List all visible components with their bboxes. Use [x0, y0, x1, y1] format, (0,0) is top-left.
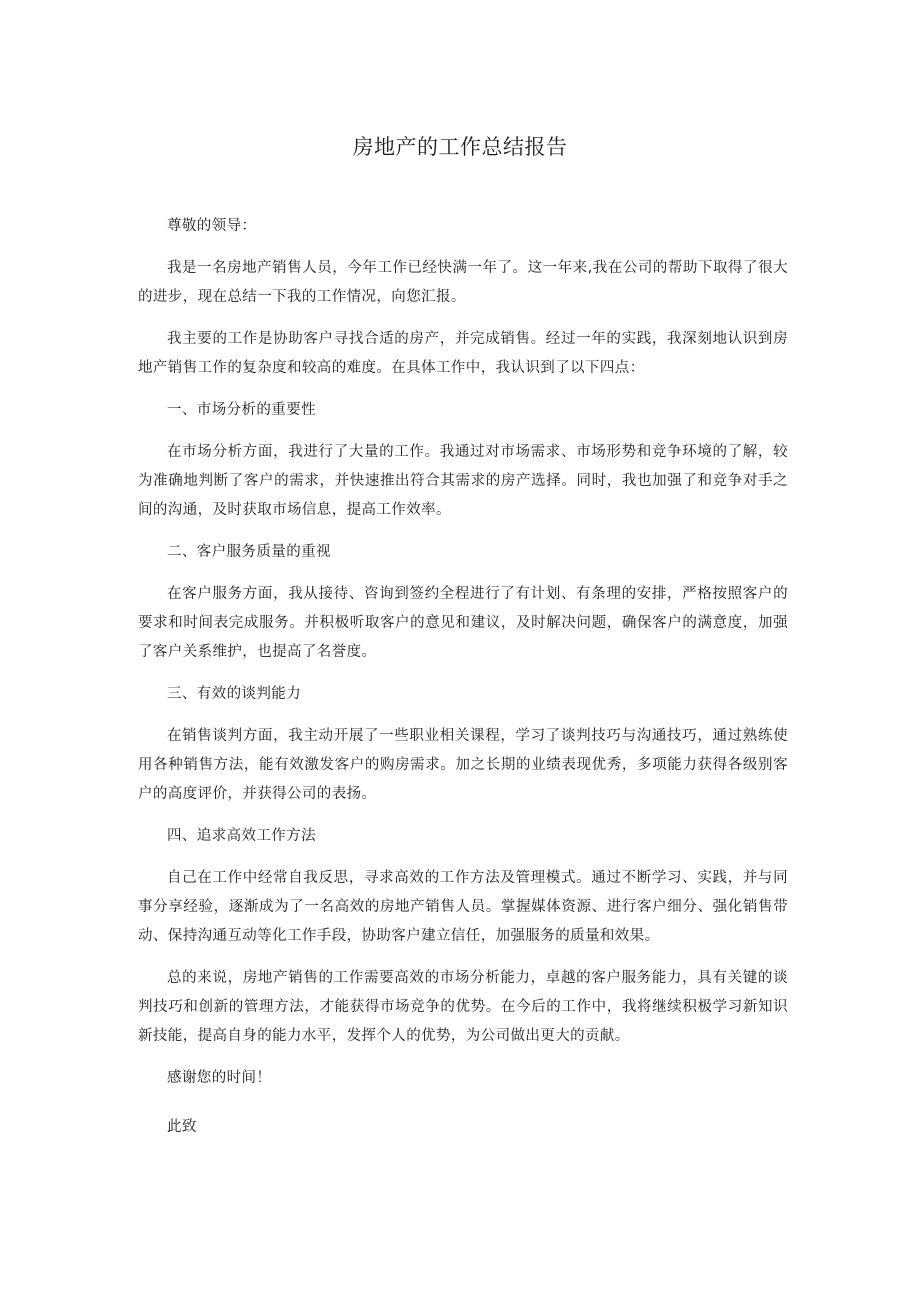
document-body: [138, 212, 788, 1155]
conclusion-paragraph: 总的来说，房地产销售的工作需要高效的市场分析能力，卓越的客户服务能力，具有关键的谈判技巧和创新的管理方法，才能获得市场竞争的优势。在今后的工作中，我将继续积极学习新知识新技能，提高自身的能力水平，发挥个人的优势，为公司做出更大的贡献。: [138, 970, 788, 1044]
section-heading-3: 三、有效的谈判能力: [167, 686, 302, 702]
thanks-line: 感谢您的时间！: [167, 1070, 272, 1086]
closing-line: 此致: [167, 1119, 197, 1135]
intro-paragraph: 我是一名房地产销售人员，今年工作已经快满一年了。这一年来,我在公司的帮助下取得了很大的进步，现在总结一下我的工作情况，向您汇报。: [138, 260, 788, 305]
section-heading-1: 一、市场分析的重要性: [167, 402, 316, 418]
section-paragraph-2: 在客户服务方面，我从接待、咨询到签约全程进行了有计划、有条理的安排，严格按照客户的要求和时间表完成服务。并积极听取客户的意见和建议，及时解决问题，确保客户的满意度，加强了客户关系维护，也提高了名誉度。: [138, 586, 788, 660]
section-heading-2: 二、客户服务质量的重视: [167, 544, 331, 560]
salutation: 尊敬的领导：: [167, 218, 257, 234]
section-paragraph-1: 在市场分析方面，我进行了大量的工作。我通过对市场需求、市场形势和竞争环境的了解，较为准确地判断了客户的需求，并快速推出符合其需求的房产选择。同时，我也加强了和竞争对手之间的沟通，及时获取市场信息，提高工作效率。: [138, 444, 788, 518]
document-title: 房地产的工作总结报告: [352, 135, 568, 159]
section-paragraph-3: 在销售谈判方面，我主动开展了一些职业相关课程，学习了谈判技巧与沟通技巧，通过熟练使用各种销售方法，能有效激发客户的购房需求。加之长期的业绩表现优秀，多项能力获得各级别客户的高度评价，并获得公司的表扬。: [138, 728, 788, 802]
section-heading-4: 四、追求高效工作方法: [167, 828, 316, 844]
section-paragraph-4: 自己在工作中经常自我反思，寻求高效的工作方法及管理模式。通过不断学习、实践，并与同事分享经验，逐渐成为了一名高效的房地产销售人员。掌握媒体资源、进行客户细分、强化销售带动、保持沟通互动等化工作手段，协助客户建立信任，加强服务的质量和效果。: [138, 870, 788, 944]
overview-paragraph: 我主要的工作是协助客户寻找合适的房产，并完成销售。经过一年的实践，我深刻地认识到房地产销售工作的复杂度和较高的难度。在具体工作中，我认识到了以下四点：: [138, 331, 788, 376]
